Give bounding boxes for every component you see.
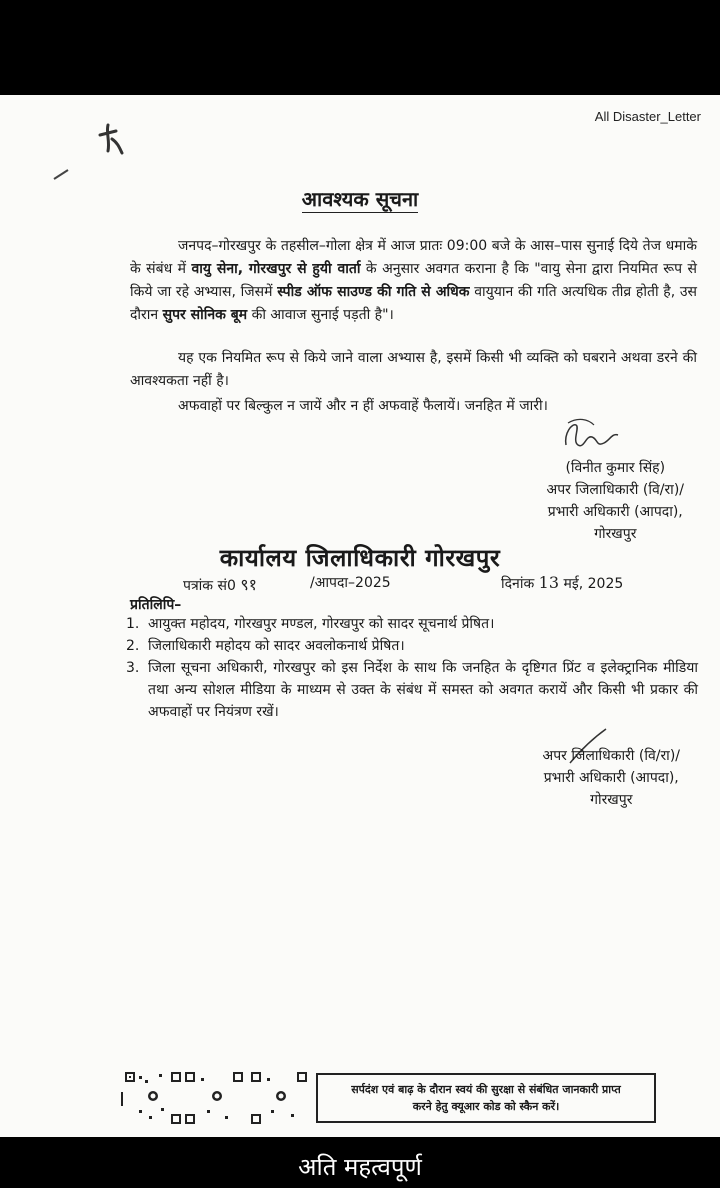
qr-notice-box [316,1073,656,1123]
document-label: All Disaster_Letter [594,109,701,124]
qr-notice-line-1: सर्पदंश एवं बाढ़ के दौरान स्वयं की सुरक्षा से संबंधित जानकारी प्राप्त [351,1083,621,1096]
qr-code-icon [121,1070,311,1130]
notice-heading: आवश्यक सूचना [301,187,419,211]
signatory-place: गोरखपुर [594,526,637,542]
pen-stroke-icon [52,167,72,181]
list-item: 1. आयुक्त महोदय, गोरखपुर मण्डल, गोरखपुर को सादर सूचनार्थ प्रेषित। [126,616,495,632]
letter-page [0,95,720,1137]
date-day: 13 [538,573,560,592]
date-label: दिनांक [501,576,535,592]
signatory-designation-2: प्रभारी अधिकारी (आपदा), [547,504,683,520]
office-title: कार्यालय जिलाधिकारी गोरखपुर [219,544,501,572]
signature-block-2 [543,745,681,811]
patrank-label: पत्रांक सं0 [183,578,236,594]
paragraph-rumours: अफवाहों पर बिल्कुल न जायें और न हीं अफवाहें फैलायें। जनहित में जारी। [178,398,548,414]
signatory-designation: अपर जिलाधिकारी (वि/रा)/ [542,748,680,764]
paragraph-routine: यह एक नियमित रूप से किये जाने वाला अभ्यास है, इसमें किसी भी व्यक्ति को घबराने अथवा डरने की आवश्यकता नहीं है। [130,350,697,389]
signatory-place: गोरखपुर [590,792,633,808]
signatory-name: (विनीत कुमार सिंह) [565,460,666,476]
signature-icon [558,415,628,459]
signatory-designation-2: प्रभारी अधिकारी (आपदा), [543,770,679,786]
list-item: 2. जिलाधिकारी महोदय को सादर अवलोकनार्थ प्रेषित। [126,638,405,654]
copy-to-label: प्रतिलिपि– [130,597,182,613]
qr-notice-line-2: करने हेतु क्यूआर कोड को स्कैन करें। [412,1100,560,1113]
copy-to-list [126,613,698,723]
reference-subject: /आपदा–2025 [310,575,391,591]
handwritten-mark-icon [94,121,128,157]
paragraph-main: जनपद–गोरखपुर के तहसील–गोला क्षेत्र में आज प्रातः 09:00 बजे के आस–पास सुनाई दिये तेज धमाके के संबंध में वायु सेना, गोरखपुर से हुयी वार्ता के अनुसार अवगत कराना है कि "वायु सेना द्वारा नियमित रूप से किये जा रहे अभ्यास, जिसमें स्पीड ऑफ साउण्ड की गति से अधिक वायुयान की गति अत्यधिक तीव्र होती है, उस दौरान सुपर सोनिक बूम की आवाज सुनाई पड़ती है"। [130,238,698,323]
date-month-year: मई, 2025 [563,576,624,592]
list-item: 3. जिला सूचना अधिकारी, गोरखपुर को इस निर्देश के साथ कि जनहित के दृष्टिगत प्रिंट व इलेक्ट्रानिक मीडिया तथा अन्य सोशल मीडिया के माध्यम से उक्त के संबंध में समस्त को अवगत करायें और किसी भी प्रकार की अफवाहों पर नियंत्रण रखें। [126,660,698,720]
patrank-number: ९१ [240,575,257,594]
signatory-designation: अपर जिलाधिकारी (वि/रा)/ [546,482,684,498]
footer-caption: अति महत्वपूर्ण [298,1153,422,1181]
signature-block [547,457,685,545]
